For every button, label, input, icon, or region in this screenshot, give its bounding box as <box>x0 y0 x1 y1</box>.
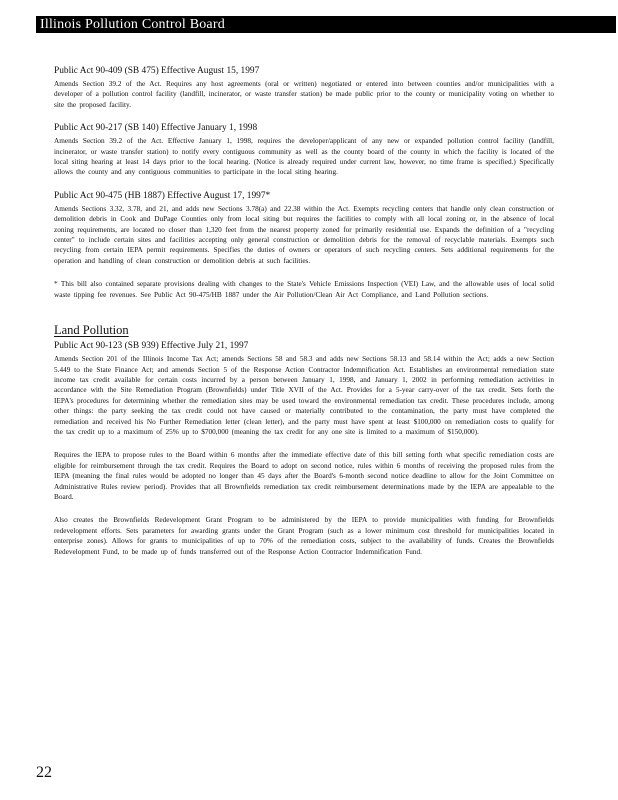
act-title: Public Act 90-123 (SB 939) Effective July 21, 1997 <box>54 341 249 352</box>
act-body: Amends Section 39.2 of the Act. Effective January 1, 1998, requires the developer/applicant of any new or expanded pollution control facility (landfill, incinerator, or waste transfer station) to notify every contiguous community as well as the county board of the county in which the facility is located of the local siting hearing at least 14 days prior to the local hearing. (Notice is already required under current law, however, no time frame is specified.) Specifically allows the county and any contiguous communities to participate in the local siting hearing. <box>54 137 554 177</box>
act-paragraph: Requires the IEPA to propose rules to the Board within 6 months after the immediate effective date of this bill setting forth what specific remediation costs are eligible for reimbursement through the tax credit. Requires the Board to adopt on second notice, rules within 6 months of receiving the proposed rules from the IEPA (meaning the final rules would be adopted no longer than 45 days after the Board's 6-month second notice deadline to allow for the Joint Committee on Administrative Rules review period). Provides that all Brownfields remediation tax credit reimbursement determinations made by the IEPA are appealable to the Board. <box>54 451 554 501</box>
act-section <box>54 123 554 178</box>
act-section <box>54 66 554 110</box>
page-number: 22 <box>36 764 52 781</box>
header-title: Illinois Pollution Control Board <box>40 17 225 32</box>
act-body: Amends Sections 3.32, 3.78, and 21, and adds new Sections 3.78(a) and 22.38 within the Act. Exempts recycling centers that handle only clean construction or demolition debris in Cook and DuPage Counties only from local siting but requires the facilities to comply with all local zoning or, in the absence of local zoning requirements, are located no closer than 1,320 feet from the nearest property zoned for primarily residential use. Expands the definition of a "recycling center" to include certain sites and facilities accepting only general construction or demolition debris for the removal of recyclable materials. Exempts such recycling from certain IEPA permit requirements. Specifies the duties of owners or operators of such recycling centers. Sets additional requirements for the operation and handling of clean construction or demolition debris at such facilities. <box>54 204 554 265</box>
page-content <box>54 66 554 570</box>
act-note-section <box>54 279 554 300</box>
act-footnote: * This bill also contained separate provisions dealing with changes to the State's Vehicle Emissions Inspection (VEI) Law, and the allowable uses of local solid waste tipping fee revenues. See Public Act 90-475/HB 1887 under the Air Pollution/Clean Air Act Compliance, and Land Pollution sections. <box>54 280 554 299</box>
section-heading: Land Pollution <box>54 323 129 338</box>
act-paragraph: Amends Section 201 of the Illinois Income Tax Act; amends Sections 58 and 58.3 and adds new Sections 58.13 and 58.14 within the Act; adds a new Section 5.449 to the State Finance Act; and amends Section 5 of the Response Action Contractor Indemnification Act. Establishes an environmental remediation state income tax credit available for certain costs incurred by a person between January 1, 1998, and January 1, 2002 in performing remediation activities in accordance with the Site Remediation Program (Brownfields) under Title XVII of the Act. Provides for a 5-year carry-over of the tax credit. Sets forth the IEPA's procedures for determining whether the remediation sites may be used toward the environmental remediation tax credit. These procedures include, among other things: the party seeking the tax credit could not have caused or materially contributed to the contamination, the party must have completed the remediation and received his No Further Remediation letter (clean letter), and the party must have spent at least $100,000 on remediation costs to qualify for the tax credit up to a maximum of 25% up to $700,000 (meaning the tax credit for any one site is limited to a maximum of $150,000). <box>54 355 554 436</box>
header-bar <box>36 16 616 33</box>
act-title: Public Act 90-217 (SB 140) Effective January 1, 1998 <box>54 123 258 134</box>
act-paragraph: Also creates the Brownfields Redevelopment Grant Program to be administered by the IEPA to provide municipalities with funding for Brownfields redevelopment efforts. Sets parameters for awarding grants under the Grant Program (such as a lower minimum cost threshold for municipalities located in enterprise zones). Allows for grants to municipalities of up to 70% of the remediation costs, subject to the availability of funds. Creates the Brownfields Redevelopment Fund, to be made up of funds transferred out of the Response Action Contractor Indemnification Fund. <box>54 516 554 556</box>
act-body: Amends Section 39.2 of the Act. Requires any host agreements (oral or written) negotiated or entered into between counties and/or municipalities with a developer of a pollution control facility (landfill, incinerator, or waste transfer station) be made public prior to the county or municipality voting on whether to site the proposed facility. <box>54 80 554 109</box>
act-title: Public Act 90-475 (HB 1887) Effective August 17, 1997* <box>54 190 271 201</box>
act-title: Public Act 90-409 (SB 475) Effective August 15, 1997 <box>54 66 260 76</box>
land-pollution-section <box>54 313 554 557</box>
act-section <box>54 191 554 266</box>
